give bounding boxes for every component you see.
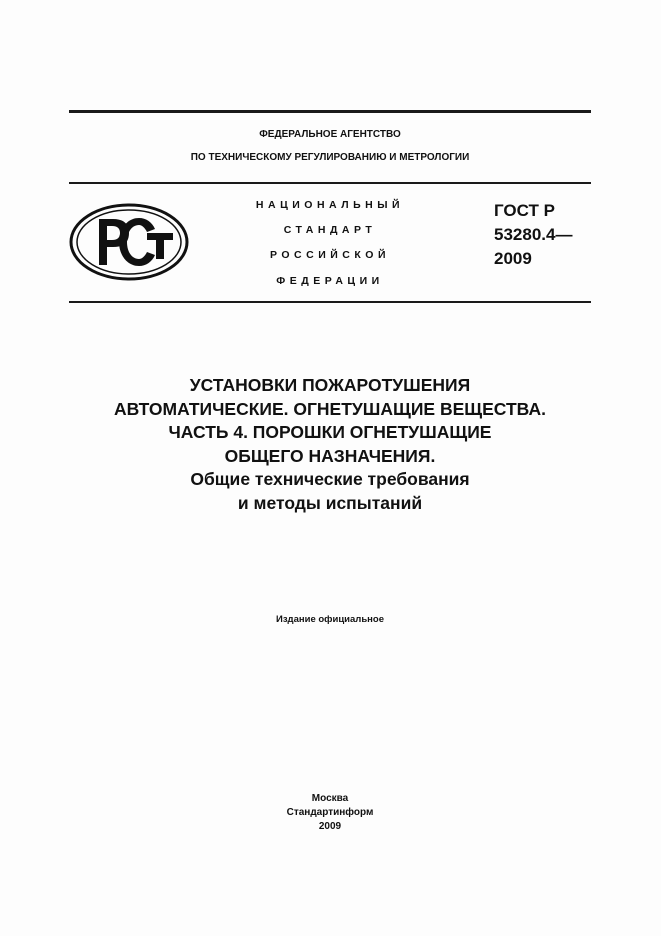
standard-line-2: СТАНДАРТ: [283, 224, 377, 236]
standard-line-1: НАЦИОНАЛЬНЫЙ: [255, 199, 405, 211]
imprint-publisher: Стандартинформ: [286, 807, 374, 818]
title-line-6: и методы испытаний: [237, 492, 423, 513]
title-line-4: ОБЩЕГО НАЗНАЧЕНИЯ.: [224, 445, 436, 466]
middle-rule: [69, 182, 591, 184]
top-rule: [69, 110, 591, 113]
standard-line-4: ФЕДЕРАЦИИ: [276, 275, 384, 287]
standard-designation: [494, 199, 572, 271]
agency-name-line2: ПО ТЕХНИЧЕСКОМУ РЕГУЛИРОВАНИЮ И МЕТРОЛОГИИ: [190, 152, 470, 163]
title-line-1: УСТАНОВКИ ПОЖАРОТУШЕНИЯ: [189, 375, 471, 395]
title-line-2: АВТОМАТИЧЕСКИЕ. ОГНЕТУШАЩИЕ ВЕЩЕСТВА.: [114, 398, 546, 419]
agency-name-line1: ФЕДЕРАЛЬНОЕ АГЕНТСТВО: [259, 129, 401, 140]
designation-line-3: 2009: [494, 249, 532, 268]
edition-note: Издание официальное: [276, 614, 384, 625]
imprint-year: 2009: [318, 821, 342, 832]
designation-line-2: 53280.4—: [494, 225, 573, 244]
title-line-3: ЧАСТЬ 4. ПОРОШКИ ОГНЕТУШАЩИЕ: [168, 422, 492, 442]
title-line-5: Общие технические требования: [190, 469, 470, 489]
document-title: [69, 374, 591, 515]
standard-line-3: РОССИЙСКОЙ: [270, 249, 390, 261]
imprint: [69, 792, 591, 834]
bottom-rule: [69, 301, 591, 303]
designation-line-1: ГОСТ Р: [494, 201, 555, 220]
imprint-city: Москва: [311, 793, 349, 804]
rst-mark-icon: [69, 203, 189, 281]
